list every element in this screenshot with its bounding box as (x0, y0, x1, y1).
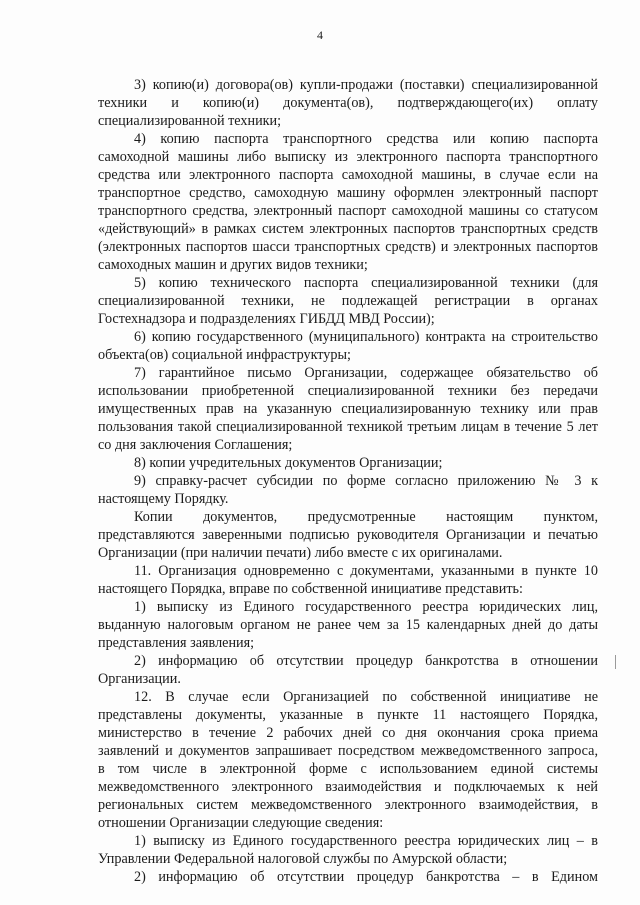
text-line: со дня заключения Соглашения; (98, 437, 293, 453)
text-line: использовании приобретенной специализированной техники без передачи (98, 383, 598, 399)
text-line: 9) справку-расчет субсидии по форме согласно приложению № 3 к (134, 473, 598, 489)
text-line: 5) копию технического паспорта специализированной техники (для (134, 275, 598, 291)
text-line: 2) информацию об отсутствии процедур банкротства – в Едином (134, 869, 598, 885)
text-line: министерство в течение 2 рабочих дней со дня окончания срока приема (98, 725, 598, 741)
text-line: техники и копию(и) документа(ов), подтверждающего(их) оплату (98, 95, 598, 111)
text-line: 8) копии учредительных документов Организации; (134, 455, 443, 471)
text-line: транспортное средство, самоходную машину оформлен электронный паспорт (98, 185, 598, 201)
text-line: самоходных машин и других видов техники; (98, 257, 368, 273)
text-line: региональных систем межведомственного электронного взаимодействия, в (98, 797, 598, 813)
text-line: представления заявления; (98, 635, 255, 651)
text-line: представляются заверенными подписью руководителя Организации и печатью (98, 527, 598, 543)
text-line: Гостехнадзора и подразделениях ГИБДД МВД России); (98, 311, 435, 327)
text-line: специализированной техники; (98, 113, 282, 129)
text-line: выданную налоговым органом не ранее чем за 15 календарных дней до даты (98, 617, 598, 633)
text-line: 2) информацию об отсутствии процедур банкротства в отношении (134, 653, 598, 669)
text-line: средства или электронного паспорта самоходной машины, в случае если на (98, 167, 598, 183)
text-line: межведомственного электронного взаимодействия и подключаемых к ней (98, 779, 598, 795)
text-line: 12. В случае если Организацией по собственной инициативе не (134, 689, 598, 705)
text-line: 7) гарантийное письмо Организации, содержащее обязательство об (134, 365, 598, 381)
text-line: 6) копию государственного (муниципального) контракта на строительство (134, 329, 598, 345)
text-line: Организации (при наличии печати) либо вместе с их оригиналами. (98, 545, 503, 561)
text-line: 1) выписку из Единого государственного реестра юридических лиц, (134, 599, 598, 615)
text-line: Копии документов, предусмотренные настоящим пунктом, (134, 509, 598, 525)
text-line: специализированной техники, не подлежащей регистрации в органах (98, 293, 598, 309)
text-line: заявлений и документов запрашивает посредством межведомственного запроса, (98, 743, 598, 759)
text-line: транспортного средства, электронный паспорт самоходной машины со статусом (98, 203, 598, 219)
text-line: Организации. (98, 671, 181, 687)
page-number: 4 (317, 28, 323, 42)
text-line: объекта(ов) социальной инфраструктуры; (98, 347, 351, 363)
text-line: пользования такой специализированной техникой третьим лицам в течение 5 лет (98, 419, 598, 435)
text-line: 3) копию(и) договора(ов) купли-продажи (поставки) специализированной (134, 77, 598, 93)
text-line: настоящему Порядку. (98, 491, 229, 507)
text-line: в том числе в электронной форме с использованием единой системы (98, 761, 598, 777)
scan-artifact (615, 655, 616, 669)
text-line: представлены документы, указанные в пункте 11 настоящего Порядка, (98, 707, 598, 723)
text-line: «действующий» в рамках систем электронных паспортов транспортных средств (98, 221, 598, 237)
text-line: 1) выписку из Единого государственного реестра юридических лиц – в (134, 833, 598, 849)
text-line: 11. Организация одновременно с документами, указанными в пункте 10 (134, 563, 598, 579)
text-line: Управлении Федеральной налоговой службы по Амурской области; (98, 851, 508, 867)
text-line: настоящего Порядка, вправе по собственной инициативе представить: (98, 581, 523, 597)
text-line: 4) копию паспорта транспортного средства или копию паспорта (134, 131, 598, 147)
text-line: имущественных прав на указанную специализированную технику или прав (98, 401, 598, 417)
text-line: (электронных паспортов шасси транспортных средств) и электронных паспортов (98, 239, 598, 255)
text-line: самоходной машины либо выписку из электронного паспорта транспортного (98, 149, 598, 165)
text-line: отношении Организации следующие сведения: (98, 815, 384, 831)
